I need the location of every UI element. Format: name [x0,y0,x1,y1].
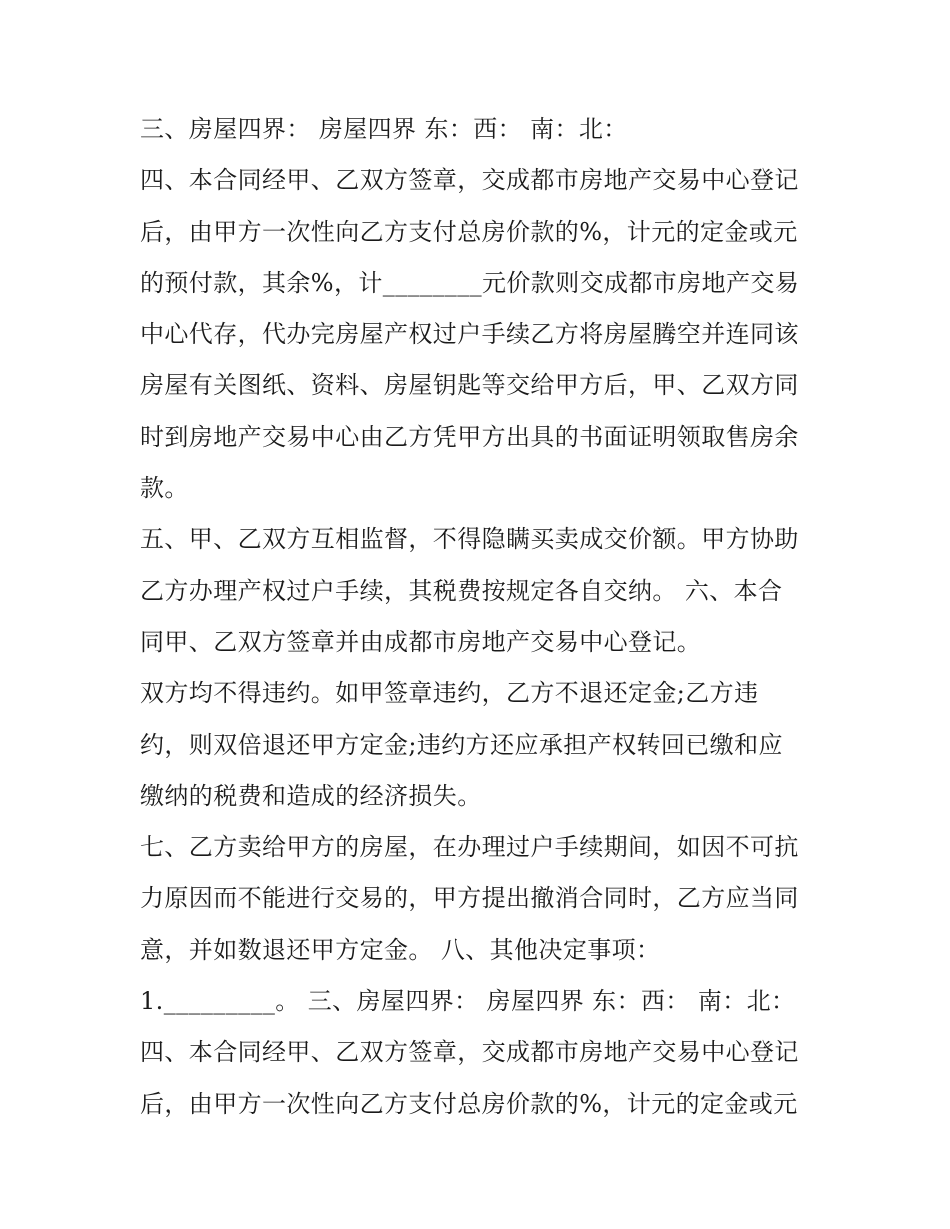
text-line: 款。 [140,474,189,503]
text-line: 约，则双倍退还甲方定金;违约方还应承担产权转回已缴和应 [140,730,783,759]
text-line: 力原因而不能进行交易的，甲方提出撤消合同时，乙方应当同 [140,884,799,913]
text-line: 房屋有关图纸、资料、房屋钥匙等交给甲方后，甲、乙双方同 [140,371,799,400]
text-line: 中心代存，代办完房屋产权过户手续乙方将房屋腾空并连同该 [140,320,799,349]
text-line: 五、甲、乙双方互相监督，不得隐瞒买卖成交价额。甲方协助 [140,525,799,554]
text-line: 乙方办理产权过户手续，其税费按规定各自交纳。 六、本合 [140,576,783,605]
text-line: 意，并如数退还甲方定金。 八、其他决定事项： [140,935,661,964]
text-line: 后，由甲方一次性向乙方支付总房价款的%，计元的定金或元 [140,1089,798,1118]
text-line: 1._________。 三、房屋四界： 房屋四界 东：西： 南：北： [140,987,796,1016]
text-line: 缴纳的税费和造成的经济损失。 [140,781,482,810]
text-line: 三、房屋四界： 房屋四界 东：西： 南：北： [140,115,628,143]
text-line: 后，由甲方一次性向乙方支付总房价款的%，计元的定金或元 [140,217,798,246]
text-line: 同甲、乙双方签章并由成都市房地产交易中心登记。 [140,627,702,656]
text-line: 的预付款，其余%，计________元价款则交成都市房地产交易 [140,268,800,297]
text-line: 四、本合同经甲、乙双方签章，交成都市房地产交易中心登记 [140,1038,799,1067]
text-line: 双方均不得违约。如甲签章违约，乙方不退还定金;乙方违 [140,679,759,708]
text-line: 七、乙方卖给甲方的房屋，在办理过户手续期间，如因不可抗 [140,833,799,862]
text-line: 时到房地产交易中心由乙方凭甲方出具的书面证明领取售房余 [140,422,799,451]
text-line: 四、本合同经甲、乙双方签章，交成都市房地产交易中心登记 [140,166,799,195]
document-page [140,104,820,1130]
